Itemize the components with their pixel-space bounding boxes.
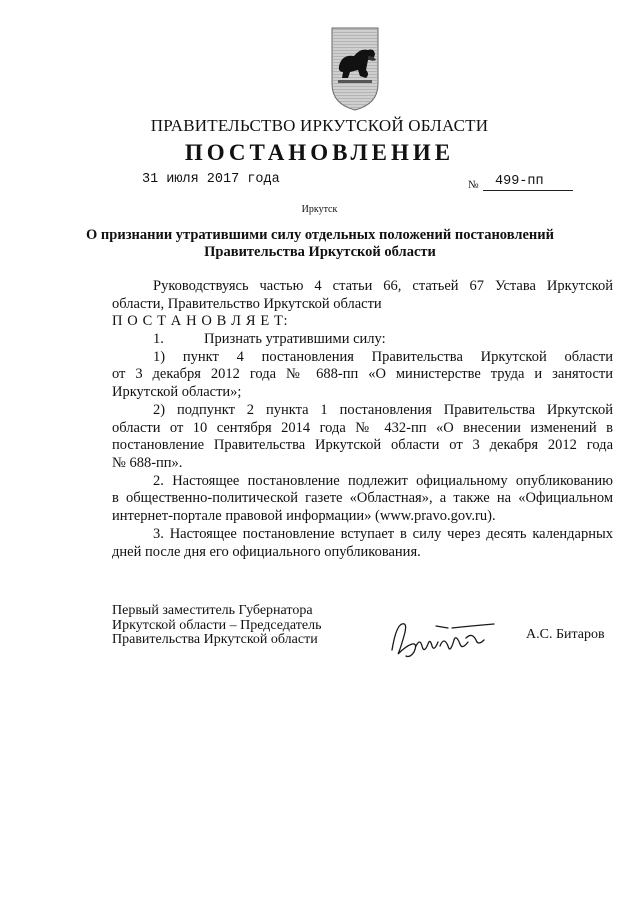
title-line: Правительства Иркутской области: [204, 244, 436, 260]
city: Иркутск: [301, 204, 338, 215]
paragraph-line: 2) подпункт 2 пункта 1 постановления Правительства Иркутской: [153, 402, 613, 418]
handwritten-signature-icon: [388, 616, 498, 664]
document-date: 31 июля 2017 года: [142, 172, 280, 187]
item-text: Признать утратившими силу:: [204, 331, 386, 347]
paragraph-line: интернет-портале правовой информации» (www.pravo.gov.ru).: [112, 508, 496, 524]
paragraph-line: 1) пункт 4 постановления Правительства Иркутской области: [153, 349, 613, 365]
paragraph-line: области от 10 сентября 2014 года № 432-пп «О внесении изменений в: [112, 420, 613, 436]
preamble-line: Руководствуясь частью 4 статьи 66, статьей 67 Устава Иркутской: [153, 278, 613, 294]
item-number: 1.: [153, 331, 164, 347]
signatory-name: А.С. Битаров: [526, 627, 605, 642]
decree-word: П О С Т А Н О В Л Я Е Т:: [112, 313, 289, 329]
number-label: №: [468, 179, 479, 191]
position-line: Правительства Иркутской области: [112, 632, 318, 647]
document-type: ПОСТАНОВЛЕНИЕ: [184, 140, 455, 165]
signatory-position: [112, 604, 321, 648]
position-line: Иркутской области – Председатель: [112, 617, 322, 633]
paragraph-line: № 688-пп».: [112, 455, 183, 471]
paragraph-line: от 3 декабря 2012 года № 688-пп «О министерстве труда и занятости: [112, 366, 613, 382]
organization-name: ПРАВИТЕЛЬСТВО ИРКУТСКОЙ ОБЛАСТИ: [150, 116, 489, 135]
title-line: О признании утратившими силу отдельных положений постановлений: [86, 227, 554, 243]
paragraph-line: в общественно-политической газете «Областная», а также на «Официальном: [112, 490, 613, 506]
paragraph-line: Иркутской области»;: [112, 384, 242, 400]
paragraph-line: 2. Настоящее постановление подлежит официальному опубликованию: [153, 473, 613, 489]
coat-of-arms-icon: [330, 26, 380, 112]
paragraph-line: постановление Правительства Иркутской области от 3 декабря 2012 года: [112, 437, 613, 453]
document-number: 499-пп: [483, 174, 573, 191]
position-line: Первый заместитель Губернатора: [112, 603, 313, 618]
document-title: [60, 227, 580, 261]
paragraph-line: 3. Настоящее постановление вступает в силу через десять календарных: [153, 526, 613, 542]
preamble-line: области, Правительство Иркутской области: [112, 296, 382, 312]
paragraph-line: дней после дня его официального опубликования.: [112, 544, 421, 560]
